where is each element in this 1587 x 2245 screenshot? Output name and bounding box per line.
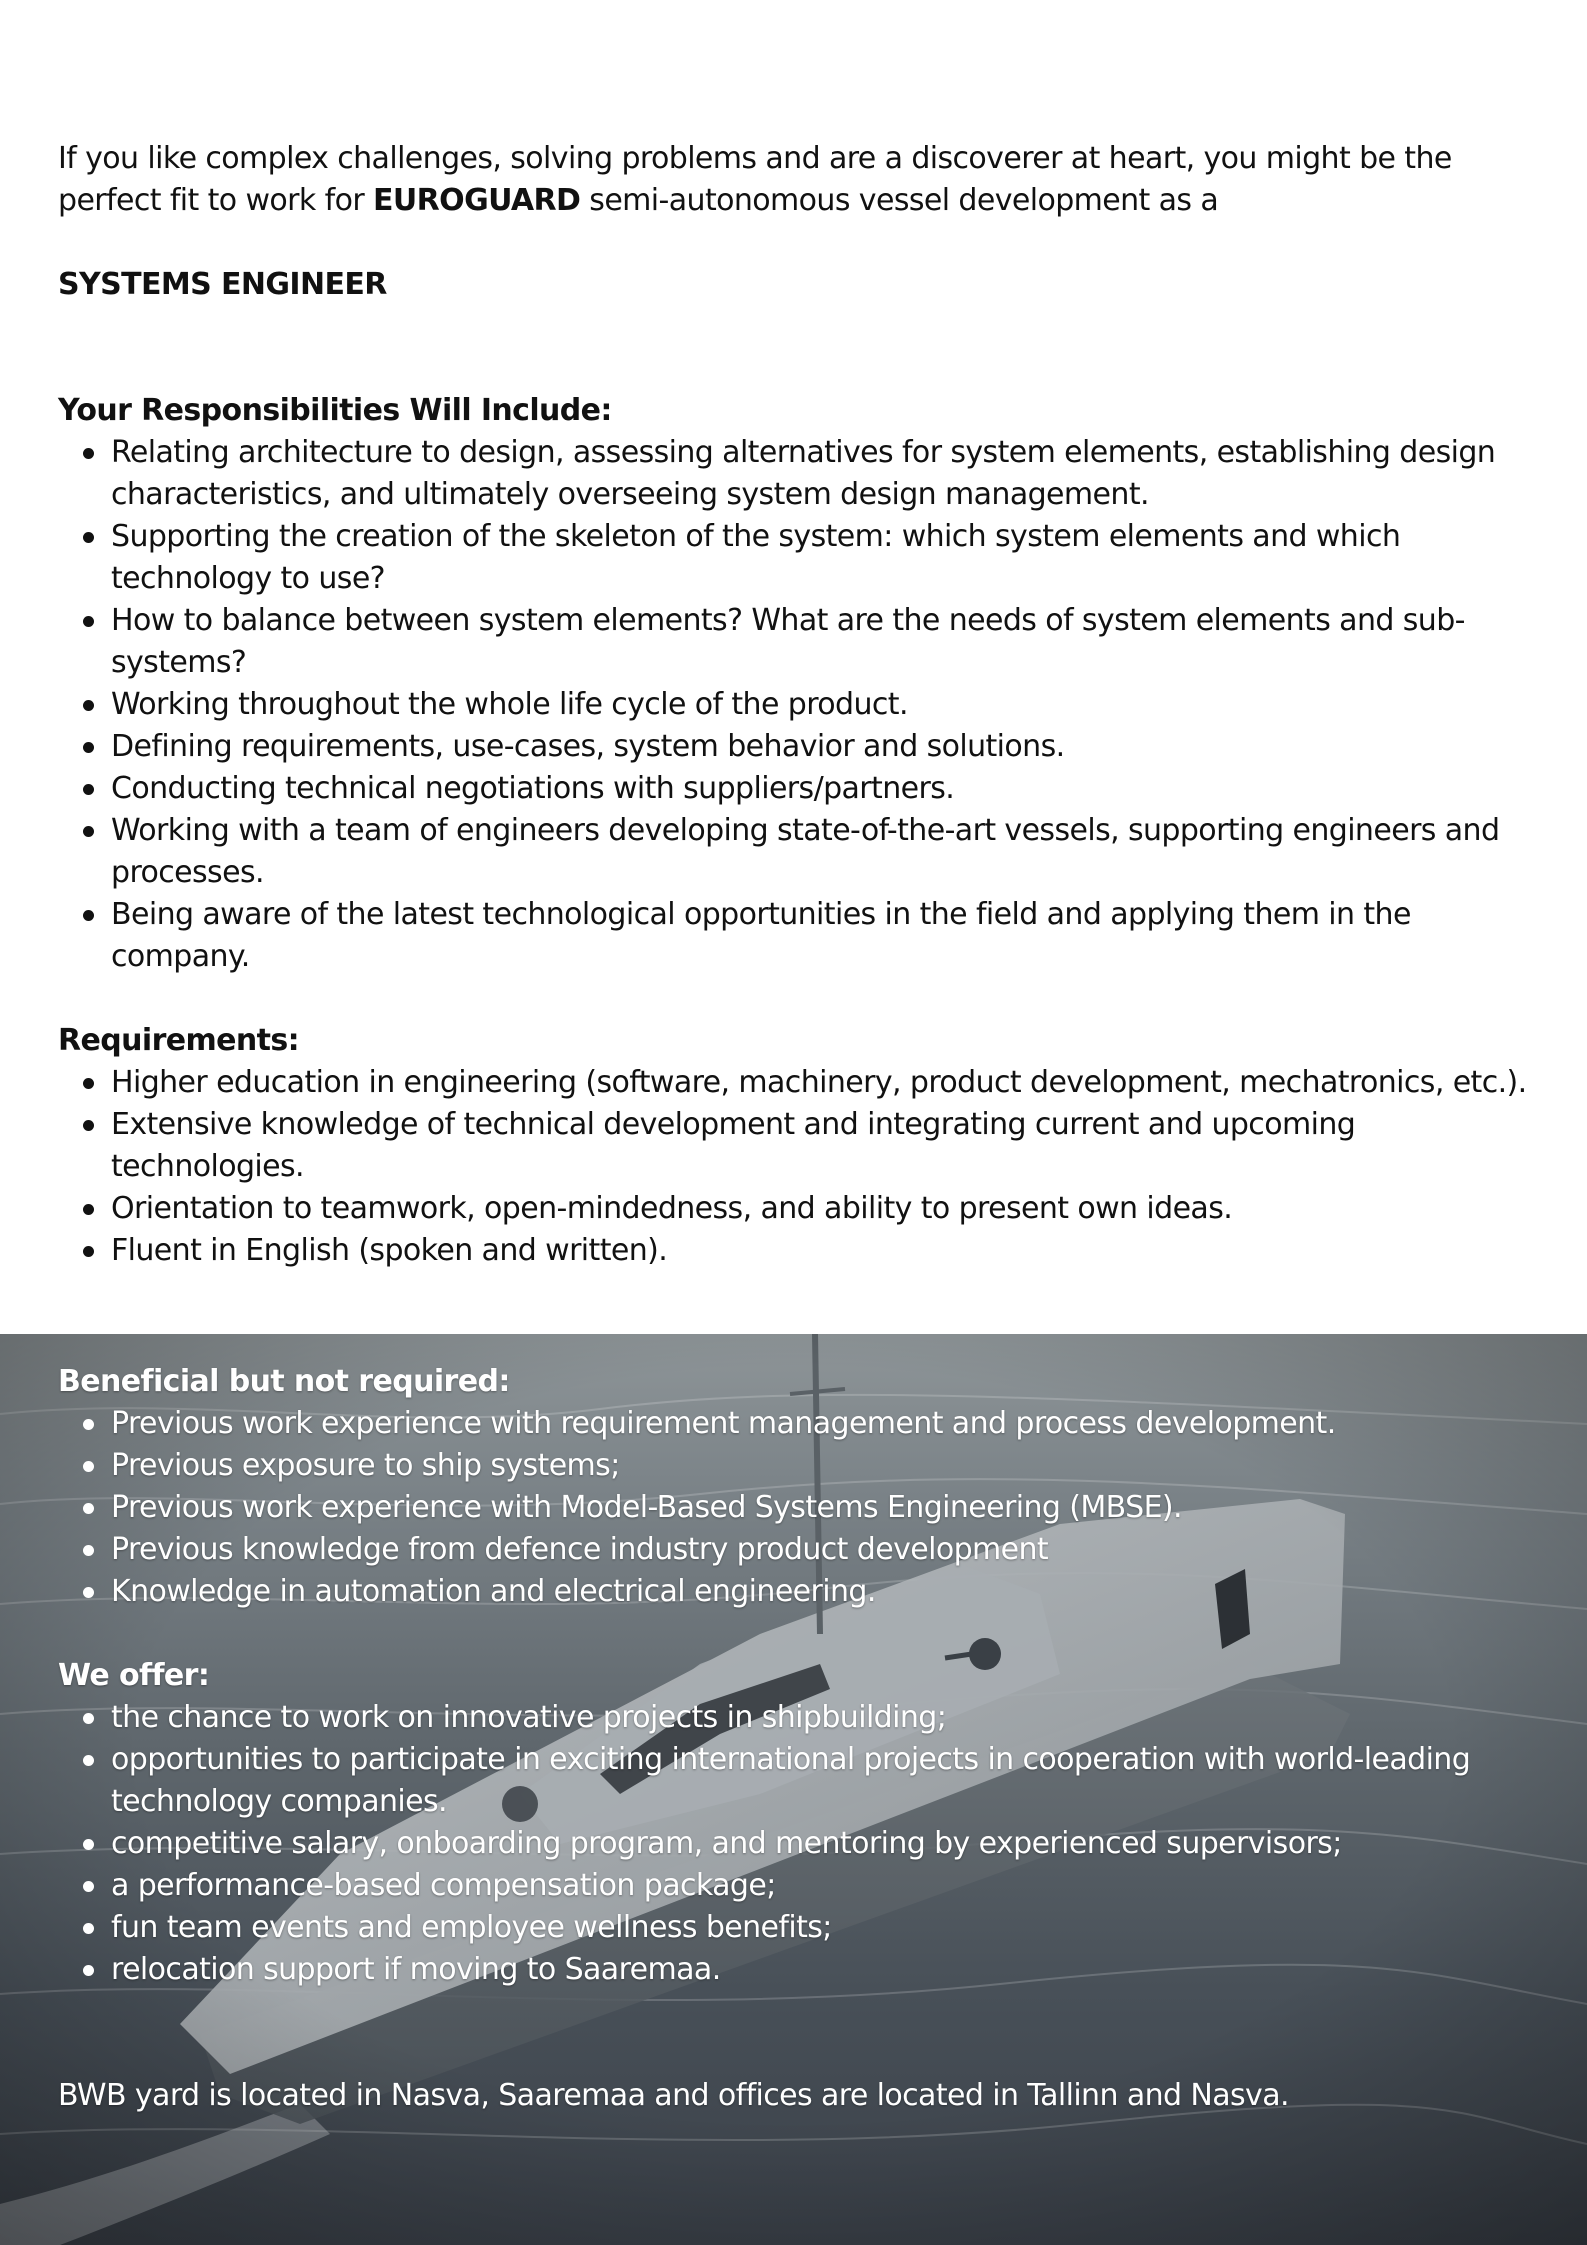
responsibility-item: Defining requirements, use-cases, system behavior and solutions. — [111, 726, 1538, 768]
offer-title: We offer: — [58, 1658, 210, 1693]
responsibility-item: Being aware of the latest technological opportunities in the field and applying them in the company. — [111, 894, 1538, 978]
responsibilities-list — [58, 432, 1538, 978]
responsibility-item: Conducting technical negotiations with suppliers/partners. — [111, 768, 1538, 810]
responsibility-item: Working throughout the whole life cycle of the product. — [111, 684, 1538, 726]
beneficial-item: Previous work experience with requirement management and process development. — [111, 1403, 1538, 1445]
requirement-item: Extensive knowledge of technical development and integrating current and upcoming technologies. — [111, 1104, 1538, 1188]
beneficial-item: Knowledge in automation and electrical engineering. — [111, 1571, 1538, 1613]
responsibility-item: Working with a team of engineers developing state-of-the-art vessels, supporting engineers and processes. — [111, 810, 1538, 894]
responsibility-item: How to balance between system elements? What are the needs of system elements and sub-systems? — [111, 600, 1538, 684]
requirements-title: Requirements: — [58, 1023, 300, 1058]
company-name: EUROGUARD — [373, 183, 581, 218]
beneficial-list — [58, 1403, 1538, 1613]
offer-item: competitive salary, onboarding program, and mentoring by experienced supervisors; — [111, 1823, 1538, 1865]
bottom-text-section — [58, 1361, 1538, 2117]
beneficial-item: Previous exposure to ship systems; — [111, 1445, 1538, 1487]
requirement-item: Fluent in English (spoken and written). — [111, 1230, 1538, 1272]
location-note: BWB yard is located in Nasva, Saaremaa and offices are located in Tallinn and Nasva. — [58, 2078, 1289, 2113]
offer-list — [58, 1697, 1538, 1991]
requirement-item: Higher education in engineering (software, machinery, product development, mechatronics, etc.). — [111, 1062, 1538, 1104]
responsibilities-title: Your Responsibilities Will Include: — [58, 393, 612, 428]
requirements-list — [58, 1062, 1538, 1272]
intro-text-before: If you like complex challenges, solving problems and are a discoverer at heart, you might be the perfect fit to work for — [58, 141, 1452, 218]
offer-item: fun team events and employee wellness benefits; — [111, 1907, 1538, 1949]
offer-item: a performance-based compensation package; — [111, 1865, 1538, 1907]
beneficial-item: Previous work experience with Model-Based Systems Engineering (MBSE). — [111, 1487, 1538, 1529]
offer-item: the chance to work on innovative projects in shipbuilding; — [111, 1697, 1538, 1739]
responsibility-item: Relating architecture to design, assessing alternatives for system elements, establishing design characteristics, and ultimately overseeing system design management. — [111, 432, 1538, 516]
offer-item: opportunities to participate in exciting international projects in cooperation with world-leading technology companies. — [111, 1739, 1538, 1823]
beneficial-title: Beneficial but not required: — [58, 1364, 510, 1399]
requirement-item: Orientation to teamwork, open-mindedness, and ability to present own ideas. — [111, 1188, 1538, 1230]
offer-item: relocation support if moving to Saaremaa. — [111, 1949, 1538, 1991]
job-title: SYSTEMS ENGINEER — [58, 267, 387, 302]
top-text-section — [58, 138, 1538, 1272]
intro-text-after: semi-autonomous vessel development as a — [580, 183, 1219, 218]
responsibility-item: Supporting the creation of the skeleton of the system: which system elements and which technology to use? — [111, 516, 1538, 600]
intro-paragraph — [58, 138, 1538, 222]
beneficial-item: Previous knowledge from defence industry product development — [111, 1529, 1538, 1571]
